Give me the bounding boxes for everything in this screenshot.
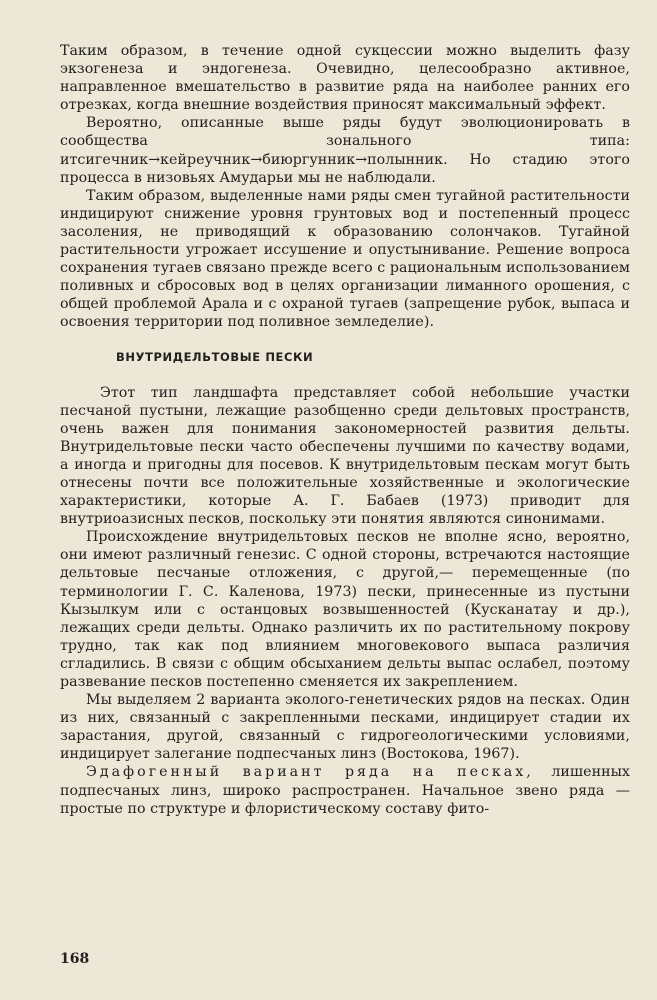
paragraph-2: Вероятно, описанные выше ряды будут эволюционировать в сообщества зонального типа: итсигечник→кейреучник→биюргунник→полынник. Но стадию этого процесса в низовьях Амударьи мы не наблюдали. — [60, 115, 630, 186]
page-content — [60, 42, 630, 818]
spaced-lead-text: Эдафогенный вариант ряда на песках, — [86, 764, 534, 781]
paragraph-7 — [60, 763, 630, 817]
paragraph-7-rest: лишенных подпесчаных линз, широко распространен. Начальное звено ряда — простые по структуре и флористическому составу фито- — [60, 764, 630, 817]
page-number: 168 — [60, 951, 90, 967]
paragraph-3: Таким образом, выделенные нами ряды смен тугайной растительности индицируют снижение уровня грунтовых вод и постепенный процесс засоления, не приводящий к образованию солончаков. Тугайной растительности угрожает иссушение и опустынивание. Решение вопроса сохранения тугаев связано прежде всего с рациональным использованием поливных и сбросовых вод в целях организации лиманного орошения, с общей проблемой Арала и с охраной тугаев (запрещение рубок, выпаса и освоения территории под поливное земледелие). — [60, 187, 630, 331]
paragraph-4: Этот тип ландшафта представляет собой небольшие участки песчаной пустыни, лежащие разобщенно среди дельтовых пространств, очень важен для понимания закономерностей развития дельты. Внутридельтовые пески часто обеспечены лучшими по качеству водами, а иногда и пригодны для посевов. К внутридельтовым пескам могут быть отнесены почти все положительные хозяйственные и экологические характеристики, которые А. Г. Бабаев (1973) приводит для внутриоазисных песков, поскольку эти понятия являются синонимами. — [60, 384, 630, 528]
paragraph-6: Мы выделяем 2 варианта эколого-генетических рядов на песках. Один из них, связанный с закрепленными песками, индицирует стадии их зарастания, другой, связанный с гидрогеологическими условиями, индицирует залегание подпесчаных линз (Востокова, 1967). — [60, 692, 630, 763]
paragraph-1: Таким образом, в течение одной сукцессии можно выделить фазу экзогенеза и эндогенеза. Очевидно, целесообразно активное, направленное вмешательство в развитие ряда на наиболее ранних его отрезках, когда внешние воздействия приносят максимальный эффект. — [60, 43, 630, 114]
section-heading: ВНУТРИДЕЛЬТОВЫЕ ПЕСКИ — [116, 349, 314, 364]
paragraph-5: Происхождение внутридельтовых песков не вполне ясно, вероятно, они имеют различный генезис. С одной стороны, встречаются настоящие дельтовые песчаные отложения, с другой,— перемещенные (по терминологии Г. С. Каленова, 1973) пески, принесенные из пустыни Кызылкум или с останцовых возвышенностей (Кусканатау и др.), лежащих среди дельты. Однако различить их по растительному покрову трудно, так как под влиянием многовекового выпаса различия сгладились. В связи с общим обсыханием дельты выпас ослабел, поэтому развевание песков постепенно сменяется их закреплением. — [60, 529, 630, 690]
